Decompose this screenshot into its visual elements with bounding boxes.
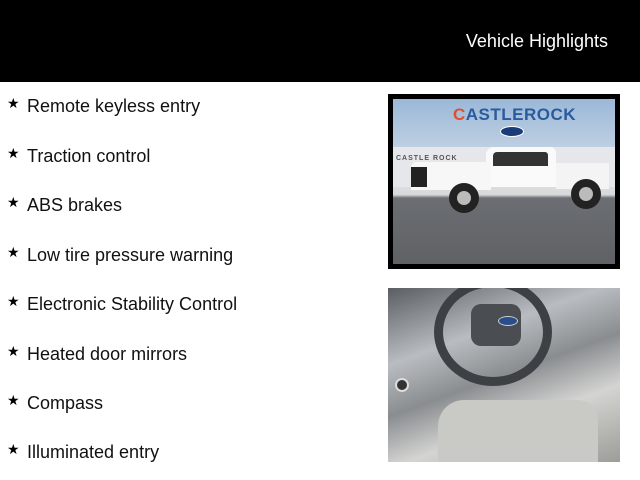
star-icon: ★ (7, 243, 20, 260)
dash-knob (395, 378, 409, 392)
ford-logo-icon (498, 316, 518, 326)
feature-item (7, 94, 200, 118)
feature-label: Remote keyless entry (27, 95, 201, 116)
feature-label: Traction control (27, 145, 151, 166)
star-icon: ★ (7, 193, 20, 210)
star-icon: ★ (7, 292, 20, 309)
feature-item (7, 292, 237, 316)
feature-item (7, 144, 150, 168)
feature-label: Illuminated entry (27, 441, 160, 462)
building-sign: CASTLE ROCK (396, 155, 458, 162)
feature-label: Electronic Stability Control (27, 293, 238, 314)
seat (438, 400, 598, 462)
wheel-icon (571, 179, 601, 209)
dealer-logo: CASTLEROCK (453, 105, 577, 124)
truck-illustration (411, 147, 611, 197)
star-icon: ★ (7, 144, 20, 161)
star-icon: ★ (7, 440, 20, 457)
feature-item (7, 342, 187, 366)
star-icon: ★ (7, 391, 20, 408)
star-icon: ★ (7, 342, 20, 359)
exterior-photo (388, 94, 620, 269)
page-title: Vehicle Highlights (465, 31, 608, 51)
feature-label: Low tire pressure warning (27, 244, 234, 265)
feature-item (7, 391, 103, 415)
feature-item (7, 243, 233, 267)
feature-item (7, 193, 122, 217)
ford-logo-icon (500, 126, 524, 137)
interior-photo (388, 288, 620, 462)
wheel-icon (449, 183, 479, 213)
feature-item (7, 440, 159, 464)
star-icon: ★ (7, 94, 20, 111)
feature-label: Heated door mirrors (27, 343, 188, 364)
feature-label: ABS brakes (27, 194, 123, 215)
feature-label: Compass (27, 392, 104, 413)
header-bar (0, 0, 640, 82)
